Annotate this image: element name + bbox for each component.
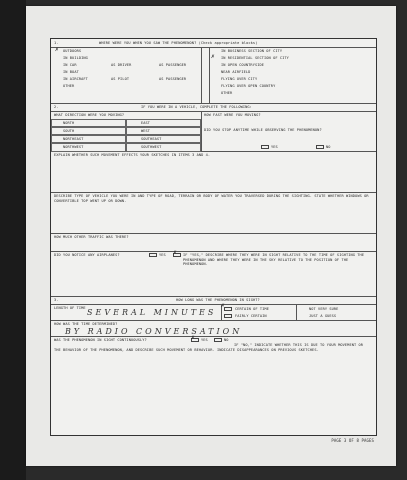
stop-question: DID YOU STOP ANYTIME WHILE OBSERVING THE PHENOMENON? [204,128,322,132]
option-business-section[interactable]: IN BUSINESS SECTION OF CITY [221,49,283,53]
continuous-detail-prompt: IF "NO," INDICATE WHETHER THIS IS DUE TO YOUR MOVEMENT OR THE BEHAVIOR OF THE PHENOMENON, AND DESCRIBE SUCH MOVEMENT OR BEHAVIOR. INDICATE DISAPPEARANCES ON PREVIOUS SKETCHES. [54,343,364,352]
option-as-driver[interactable]: AS DRIVER [111,63,132,67]
speed-question: HOW FAST WERE YOU MOVING? [204,113,261,117]
option-in-car[interactable]: IN CAR [63,63,77,67]
section-number: 1. [54,41,59,45]
explain-movement-prompt: EXPLAIN WHETHER SUCH MOVEMENT EFFECTS YOUR SKETCHES IN ITEMS 3 AND 4. [54,153,211,157]
option-in-boat[interactable]: IN BOAT [63,70,79,74]
option-as-passenger-air[interactable]: AS PASSENGER [159,77,187,81]
time-determined-label: HOW WAS THE TIME DETERMINED? [54,322,118,326]
traffic-area [51,234,376,252]
vehicle-description-prompt: DESCRIBE TYPE OF VEHICLE YOU WERE IN AND TYPE OF ROAD, TERRAIN OR BODY OF WATER YOU TRAVERSED DURING THE SIGHTING. STATE WHETHER WINDOWS OR CONVERTIBLE TOP WENT UP OR DOWN. [54,194,369,203]
movement-effect-area [51,152,376,193]
section-3-header [51,297,376,305]
length-of-time-label: LENGTH OF TIME [54,306,86,310]
continuous-prompt: WAS THE PHENOMENON IN SIGHT CONTINUOUSLY? [54,338,147,342]
location-grid [51,48,376,104]
time-determined-row [51,321,376,337]
direction-west[interactable]: WEST [141,129,151,133]
certain-checkbox[interactable] [224,307,232,311]
option-other-right[interactable]: OTHER [221,91,233,95]
section-title: WHERE WERE YOU WHEN YOU SAW THE PHENOMENON? (Check appropriate blocks) [99,41,258,45]
stop-no-label: NO [326,145,331,149]
direction-east[interactable]: EAST [141,121,151,125]
continuous-yes-label: YES [201,338,208,342]
time-determined-value: BY RADIO CONVERSATION [65,327,243,336]
direction-north[interactable]: NORTH [63,121,75,125]
option-flying-over-city[interactable]: FLYING OVER CITY [221,77,258,81]
option-in-building[interactable]: IN BUILDING [63,56,88,60]
option-near-airfield[interactable]: NEAR AIRFIELD [221,70,251,74]
option-other-left[interactable]: OTHER [63,84,75,88]
check-mark: ✗ [211,53,215,60]
direction-southeast[interactable]: SOUTHEAST [141,137,162,141]
option-as-passenger[interactable]: AS PASSENGER [159,63,187,67]
stop-yes-checkbox[interactable] [261,145,269,149]
option-open-countryside[interactable]: IN OPEN COUNTRYSIDE [221,63,265,67]
check-mark: ✗ [55,46,59,53]
direction-question: WHAT DIRECTION WERE YOU MOVING? [54,113,125,117]
check-mark: ✗ [221,302,225,309]
airplanes-yes-checkbox[interactable] [149,253,157,257]
continuous-no-checkbox[interactable] [214,338,222,342]
fairly-certain-checkbox[interactable] [224,314,232,318]
page-footer: PAGE 3 OF 8 PAGES [331,438,374,443]
continuous-no-label: NO [224,338,229,342]
check-mark: ✗ [173,249,177,256]
option-in-aircraft[interactable]: IN AIRCRAFT [63,77,88,81]
check-mark: ✗ [191,334,195,341]
option-outdoors[interactable]: OUTDOORS [63,49,82,53]
vehicle-description-area [51,193,376,234]
option-residential-section[interactable]: IN RESIDENTIAL SECTION OF CITY [221,56,289,60]
direction-northeast[interactable]: NORTHEAST [63,137,84,141]
option-as-pilot[interactable]: AS PILOT [111,77,130,81]
airplanes-prompt: DID YOU NOTICE ANY AIRPLANES? [54,253,120,257]
direction-south[interactable]: SOUTH [63,129,75,133]
airplanes-area [51,249,376,297]
fairly-certain-label: FAIRLY CERTAIN [235,314,267,318]
stop-yes-label: YES [271,145,278,149]
section-number: 3. [54,298,59,302]
direction-northwest[interactable]: NORTHWEST [63,145,84,149]
section-title: IF YOU WERE IN A VEHICLE, COMPLETE THE FOLLOWING: [141,105,252,109]
section-number: 2. [54,105,59,109]
section-title: HOW LONG WAS THE PHENOMENON IN SIGHT? [176,298,260,302]
option-flying-over-country[interactable]: FLYING OVER OPEN COUNTRY [221,84,276,88]
sighting-form [50,38,377,436]
certain-label: CERTAIN OF TIME [235,307,269,311]
airplanes-detail-prompt: IF "YES," DESCRIBE WHERE THEY WERE IN SIGHT RELATIVE TO THE TIME OF SIGHTING THE PHENOMENON AND WHERE THEY WERE IN THE SKY RELATIVE TO THE POSITION OF THE PHENOMENON. [183,253,365,266]
section-2-header [51,104,376,112]
scan-border [0,0,26,480]
not-very-sure-label: NOT VERY SURE [309,307,339,311]
direction-southwest[interactable]: SOUTHWEST [141,145,162,149]
traffic-prompt: HOW MUCH OTHER TRAFFIC WAS THERE? [54,235,129,239]
section-1-header [51,39,376,48]
form-page [26,6,396,466]
continuous-sight-area [51,334,376,437]
stop-no-checkbox[interactable] [316,145,324,149]
just-a-guess-label: JUST A GUESS [309,314,337,318]
airplanes-yes-label: YES [159,253,166,257]
vehicle-motion-block [51,112,376,152]
time-length-row [51,302,376,321]
length-of-time-value: SEVERAL MINUTES [87,308,217,317]
